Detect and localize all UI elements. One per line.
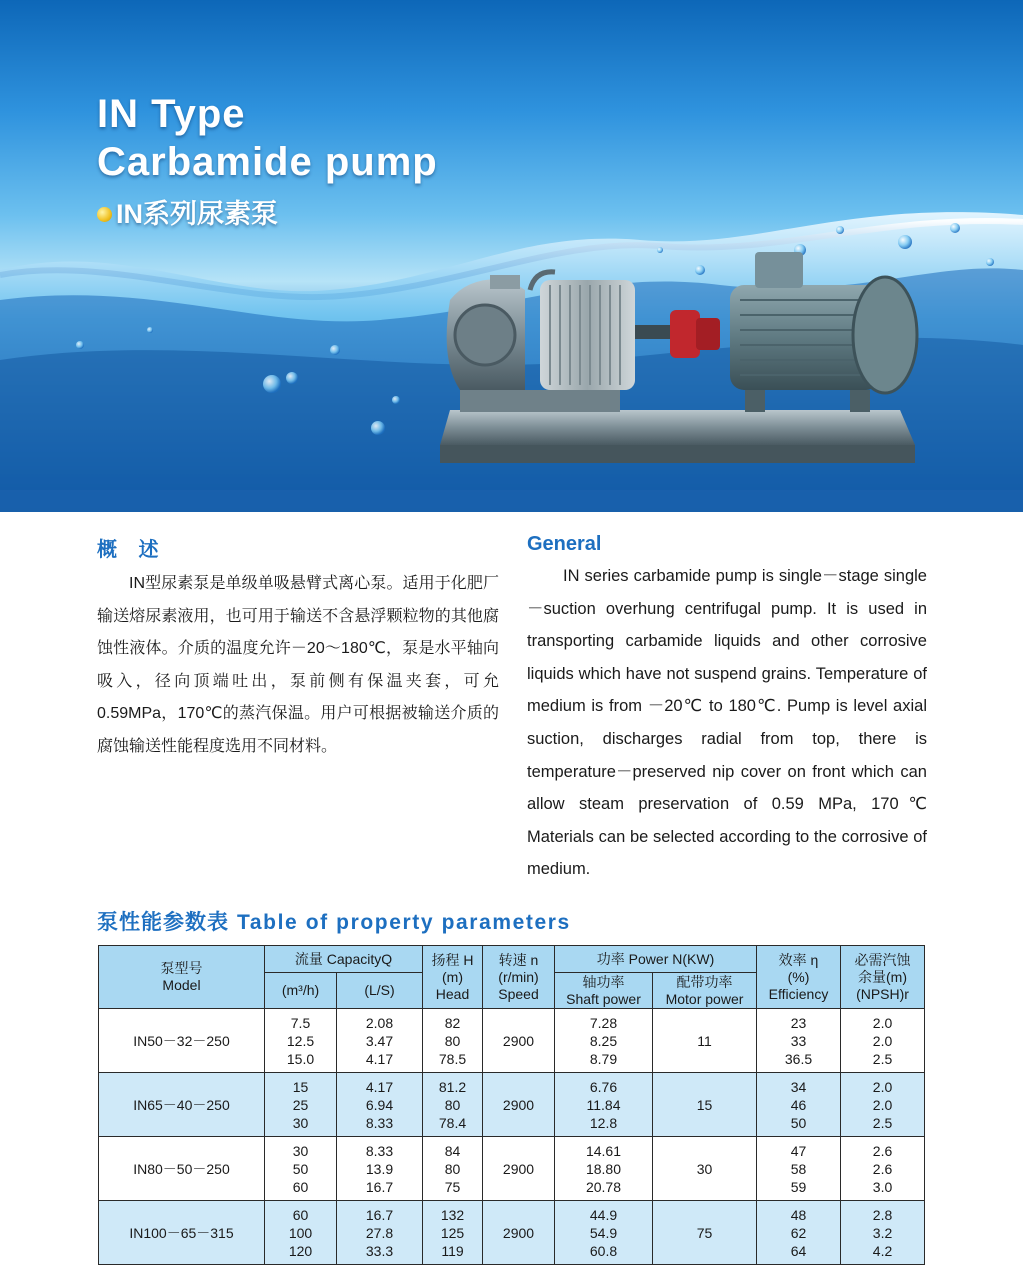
table-row <box>99 1009 925 1073</box>
cell-model: IN80－50－250 <box>99 1137 265 1201</box>
cell-model: IN65－40－250 <box>99 1073 265 1137</box>
header-shaft-cn: 轴功率 <box>582 973 625 990</box>
header-model <box>99 946 265 1009</box>
cell-cap-m3h: 30 50 60 <box>265 1137 337 1201</box>
product-title-cn <box>97 196 278 232</box>
table-title-en: Table of property parameters <box>237 911 571 934</box>
cell-npsh: 2.0 2.0 2.5 <box>841 1073 925 1137</box>
cell-head: 84 80 75 <box>423 1137 483 1201</box>
cell-shaft: 44.9 54.9 60.8 <box>555 1201 653 1265</box>
table-title <box>97 906 571 936</box>
cell-eff: 23 33 36.5 <box>757 1009 841 1073</box>
header-shaft-en: Shaft power <box>566 990 641 1007</box>
cell-npsh: 2.0 2.0 2.5 <box>841 1009 925 1073</box>
header-model-cn: 泵型号 <box>160 960 203 976</box>
overview-cn-paragraph: IN型尿素泵是单级单吸悬臂式离心泵。适用于化肥厂输送熔尿素液用，也可用于输送不含悬浮颗粒物的其他腐蚀性液体。介质的温度允许－20～180℃，泵是水平轴向吸入，径向顶端吐出，泵前侧有保温夹套，可允 0.59MPa，170℃的蒸汽保温。用户可根据被输送介质的腐蚀输送性能程度选用不同材料。 <box>97 575 499 755</box>
bullet-dot-icon <box>97 207 112 222</box>
overview-en-body <box>527 560 927 886</box>
header-eff-en: Efficiency <box>768 985 829 1002</box>
cell-model: IN100－65－315 <box>99 1201 265 1265</box>
header-capacity: 流量 CapacityQ <box>265 946 423 973</box>
header-head-cn: 扬程 H <box>431 951 474 968</box>
cell-shaft: 7.28 8.25 8.79 <box>555 1009 653 1073</box>
cell-cap-ls: 16.7 27.8 33.3 <box>337 1201 423 1265</box>
table-row <box>99 1201 925 1265</box>
header-power: 功率 Power N(KW) <box>555 946 757 973</box>
cell-motor: 75 <box>653 1201 757 1265</box>
overview-cn-heading: 概 述 <box>97 539 167 561</box>
table-row <box>99 1137 925 1201</box>
header-eff-unit: (%) <box>787 968 810 985</box>
cell-motor: 30 <box>653 1137 757 1201</box>
header-model-en: Model <box>162 977 201 993</box>
cell-head: 82 80 78.5 <box>423 1009 483 1073</box>
overview-en-paragraph: IN series carbamide pump is single－stage single－suction overhung centrifugal pump. It is used in transporting carbamide liquids and other corrosive liquids which have not suspend grains. Temperature of medium is from －20℃ to 180℃. Pump is level axial suction, discharges radial from top, there is temperature－preserved nip cover on front which can allow steam preservation of 0.59 MPa, 170℃ Materials can be selected according to the corrosive of medium. <box>527 567 927 879</box>
header-speed-en: Speed <box>498 985 539 1002</box>
cell-model: IN50－32－250 <box>99 1009 265 1073</box>
cell-cap-m3h: 15 25 30 <box>265 1073 337 1137</box>
overview-cn-body <box>97 568 499 764</box>
header-speed-cn: 转速 n <box>498 951 539 968</box>
header-motor-cn: 配带功率 <box>676 973 733 990</box>
cell-speed: 2900 <box>483 1009 555 1073</box>
cell-eff: 48 62 64 <box>757 1201 841 1265</box>
cell-motor: 15 <box>653 1073 757 1137</box>
header-npsh-en: (NPSH)r <box>856 985 909 1002</box>
header-head-unit: (m) <box>442 968 463 985</box>
header-capacity-m3h: (m³/h) <box>265 973 337 1009</box>
cell-shaft: 6.76 11.84 12.8 <box>555 1073 653 1137</box>
header-head <box>423 946 483 1009</box>
header-npsh <box>841 946 925 1009</box>
cell-speed: 2900 <box>483 1073 555 1137</box>
cell-npsh: 2.6 2.6 3.0 <box>841 1137 925 1201</box>
header-npsh-cn2: 余量(m) <box>858 968 908 985</box>
cell-speed: 2900 <box>483 1137 555 1201</box>
hero-banner <box>0 0 1023 512</box>
overview-en-heading: General <box>527 533 602 555</box>
header-capacity-ls: (L/S) <box>337 973 423 1009</box>
cell-npsh: 2.8 3.2 4.2 <box>841 1201 925 1265</box>
title-cn-text: IN系列尿素泵 <box>116 199 278 229</box>
cell-speed: 2900 <box>483 1201 555 1265</box>
cell-shaft: 14.61 18.80 20.78 <box>555 1137 653 1201</box>
cell-cap-m3h: 7.5 12.5 15.0 <box>265 1009 337 1073</box>
pump-image <box>430 240 930 480</box>
header-eff-cn: 效率 η <box>778 951 819 968</box>
product-title <box>97 90 438 186</box>
title-line-2: Carbamide pump <box>97 140 438 184</box>
title-line-1: IN Type <box>97 92 246 136</box>
cell-cap-ls: 2.08 3.47 4.17 <box>337 1009 423 1073</box>
header-npsh-cn1: 必需汽蚀 <box>854 951 911 968</box>
cell-cap-ls: 4.17 6.94 8.33 <box>337 1073 423 1137</box>
header-efficiency <box>757 946 841 1009</box>
table-title-cn: 泵性能参数表 <box>97 911 229 934</box>
property-parameters-table <box>98 945 925 1265</box>
cell-motor: 11 <box>653 1009 757 1073</box>
header-motor-en: Motor power <box>665 990 744 1007</box>
header-motor-power <box>653 973 757 1009</box>
header-head-en: Head <box>435 985 470 1002</box>
table-row <box>99 1073 925 1137</box>
header-speed-unit: (r/min) <box>498 968 539 985</box>
cell-cap-ls: 8.33 13.9 16.7 <box>337 1137 423 1201</box>
cell-eff: 34 46 50 <box>757 1073 841 1137</box>
cell-cap-m3h: 60 100 120 <box>265 1201 337 1265</box>
header-shaft-power <box>555 973 653 1009</box>
header-speed <box>483 946 555 1009</box>
cell-head: 81.2 80 78.4 <box>423 1073 483 1137</box>
cell-head: 132 125 119 <box>423 1201 483 1265</box>
cell-eff: 47 58 59 <box>757 1137 841 1201</box>
